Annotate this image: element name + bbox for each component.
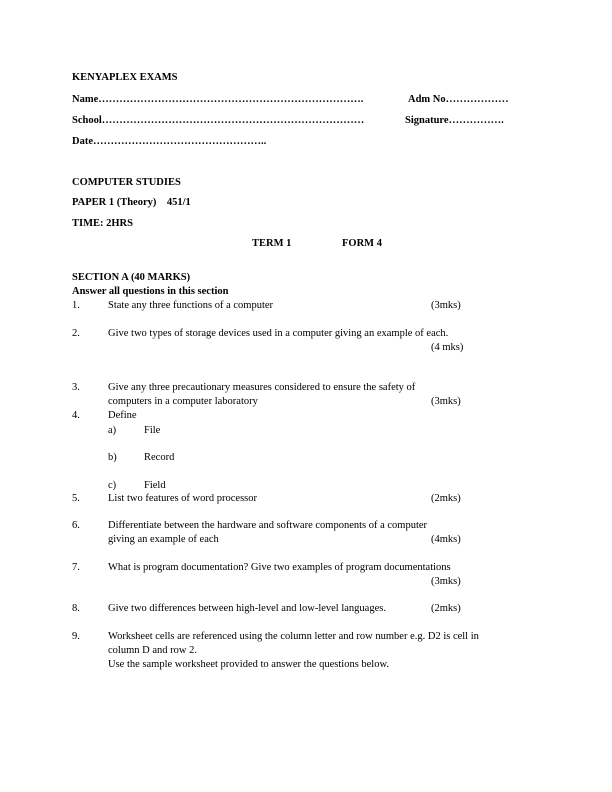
- section-instruction: Answer all questions in this section: [72, 286, 229, 297]
- question-number: 2.: [72, 328, 80, 339]
- question-text-line-1: Give any three precautionary measures considered to ensure the safety of: [108, 382, 416, 393]
- question-marks: (4 mks): [431, 342, 464, 353]
- question-text: Define: [108, 410, 137, 421]
- question-text-line-1: Differentiate between the hardware and software components of a computer: [108, 520, 428, 531]
- question-number: 8.: [72, 603, 80, 614]
- paper-code: PAPER 1 (Theory) 451/1: [72, 197, 191, 208]
- question-text-line-3: Use the sample worksheet provided to answer the questions below.: [108, 659, 390, 670]
- question-marks: (3mks): [431, 300, 461, 311]
- question-number: 9.: [72, 631, 80, 642]
- exam-form: FORM 4: [342, 238, 382, 249]
- subject-title: COMPUTER STUDIES: [72, 177, 181, 188]
- question-number: 3.: [72, 382, 80, 393]
- question-number: 5.: [72, 493, 80, 504]
- name-field-line: Name………………………………………………………………….: [72, 94, 364, 105]
- exam-body-name: KENYAPLEX EXAMS: [72, 72, 178, 83]
- question-number: 6.: [72, 520, 80, 531]
- school-field-line: School…………………………………………………………………: [72, 115, 365, 126]
- question-text: What is program documentation? Give two examples of program documentations: [108, 562, 451, 573]
- question-text: Give two types of storage devices used in a computer giving an example of each.: [108, 328, 449, 339]
- exam-time: TIME: 2HRS: [72, 218, 133, 229]
- question-text-line-1: Worksheet cells are referenced using the column letter and row number e.g. D2 is cell in: [108, 631, 479, 642]
- question-marks: (3mks): [431, 396, 461, 407]
- question-text: List two features of word processor: [108, 493, 257, 504]
- question-text-line-2: column D and row 2.: [108, 645, 197, 656]
- sub-question-label-c: c): [108, 480, 117, 491]
- exam-term: TERM 1: [252, 238, 292, 249]
- section-title: SECTION A (40 MARKS): [72, 272, 191, 283]
- question-number: 7.: [72, 562, 80, 573]
- question-number: 1.: [72, 300, 80, 311]
- sub-question-text-b: Record: [144, 452, 175, 463]
- question-marks: (2mks): [431, 603, 461, 614]
- signature-field-line: Signature…………….: [405, 115, 504, 126]
- question-text-line-2: computers in a computer laboratory: [108, 396, 258, 407]
- question-marks: (2mks): [431, 493, 461, 504]
- question-marks: (3mks): [431, 576, 461, 587]
- question-text: Give two differences between high-level and low-level languages.: [108, 603, 386, 614]
- sub-question-label-a: a): [108, 425, 117, 436]
- question-text-line-2: giving an example of each: [108, 534, 219, 545]
- sub-question-text-a: File: [144, 425, 161, 436]
- sub-question-label-b: b): [108, 452, 117, 463]
- date-field-line: Date…………………………………………..: [72, 136, 267, 147]
- question-text: State any three functions of a computer: [108, 300, 274, 311]
- question-marks: (4mks): [431, 534, 461, 545]
- sub-question-text-c: Field: [144, 480, 166, 491]
- question-number: 4.: [72, 410, 80, 421]
- adm-no-field-line: Adm No………………: [408, 94, 509, 105]
